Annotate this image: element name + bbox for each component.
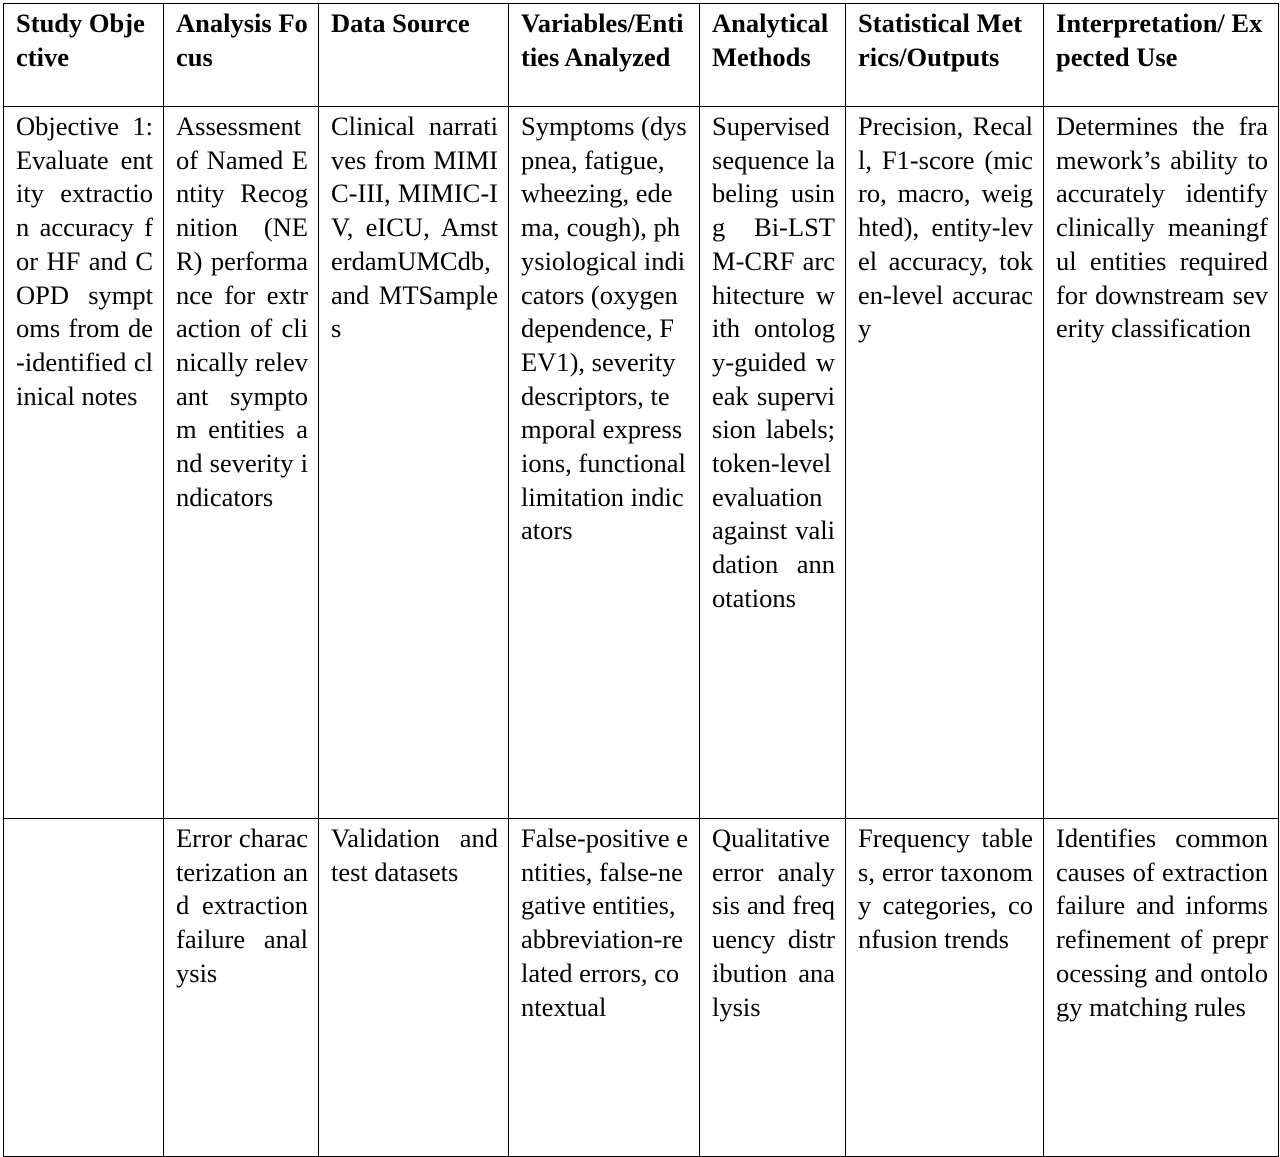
cell-analysis-focus: Assessment of Named Entity Recognition (NER) performance for extraction of clinically relevant symptom entities and severity indicators — [164, 107, 319, 819]
header-data-source: Data Source — [319, 4, 509, 107]
cell-data-source: Clinical narratives from MIMIC-III, MIMIC-IV, eICU, AmsterdamUMCdb, and MTSamples — [319, 107, 509, 819]
cell-variables: Symptoms (dyspnea, fatigue, wheezing, edema, cough), physiological indicators (oxygen dependence, FEV1), severity descriptors, temporal expressions, functional limitation indicators — [509, 107, 700, 819]
study-analysis-table — [3, 3, 1279, 1157]
table-row — [4, 819, 1279, 1157]
cell-metrics: Precision, Recall, F1-score (micro, macro, weighted), entity-level accuracy, token-level accuracy — [846, 107, 1044, 819]
cell-methods: Supervised sequence labeling using Bi-LSTM-CRF architecture with ontology-guided weak supervision labels; token-level evaluation against validation annotations — [700, 107, 846, 819]
cell-variables: False-positive entities, false-negative entities, abbreviation-related errors, contextual — [509, 819, 700, 1157]
cell-study-objective: Objective 1: Evaluate entity extraction accuracy for HF and COPD symptoms from de-identified clinical notes — [4, 107, 164, 819]
cell-interpretation: Identifies common causes of extraction failure and informs refinement of preprocessing and ontology matching rules — [1044, 819, 1279, 1157]
header-study-objective: Study Objective — [4, 4, 164, 107]
cell-study-objective — [4, 819, 164, 1157]
table-header-row — [4, 4, 1279, 107]
header-variables-entities: Variables/Entities Analyzed — [509, 4, 700, 107]
cell-interpretation: Determines the framework’s ability to accurately identify clinically meaningful entities required for downstream severity classification — [1044, 107, 1279, 819]
cell-analysis-focus: Error characterization and extraction failure analysis — [164, 819, 319, 1157]
header-analysis-focus: Analysis Focus — [164, 4, 319, 107]
header-interpretation: Interpretation/ Expected Use — [1044, 4, 1279, 107]
cell-data-source: Validation and test datasets — [319, 819, 509, 1157]
table-row — [4, 107, 1279, 819]
cell-methods: Qualitative error analysis and frequency distribution analysis — [700, 819, 846, 1157]
header-statistical-metrics: Statistical Metrics/Outputs — [846, 4, 1044, 107]
cell-metrics: Frequency tables, error taxonomy categories, confusion trends — [846, 819, 1044, 1157]
header-analytical-methods: Analytical Methods — [700, 4, 846, 107]
